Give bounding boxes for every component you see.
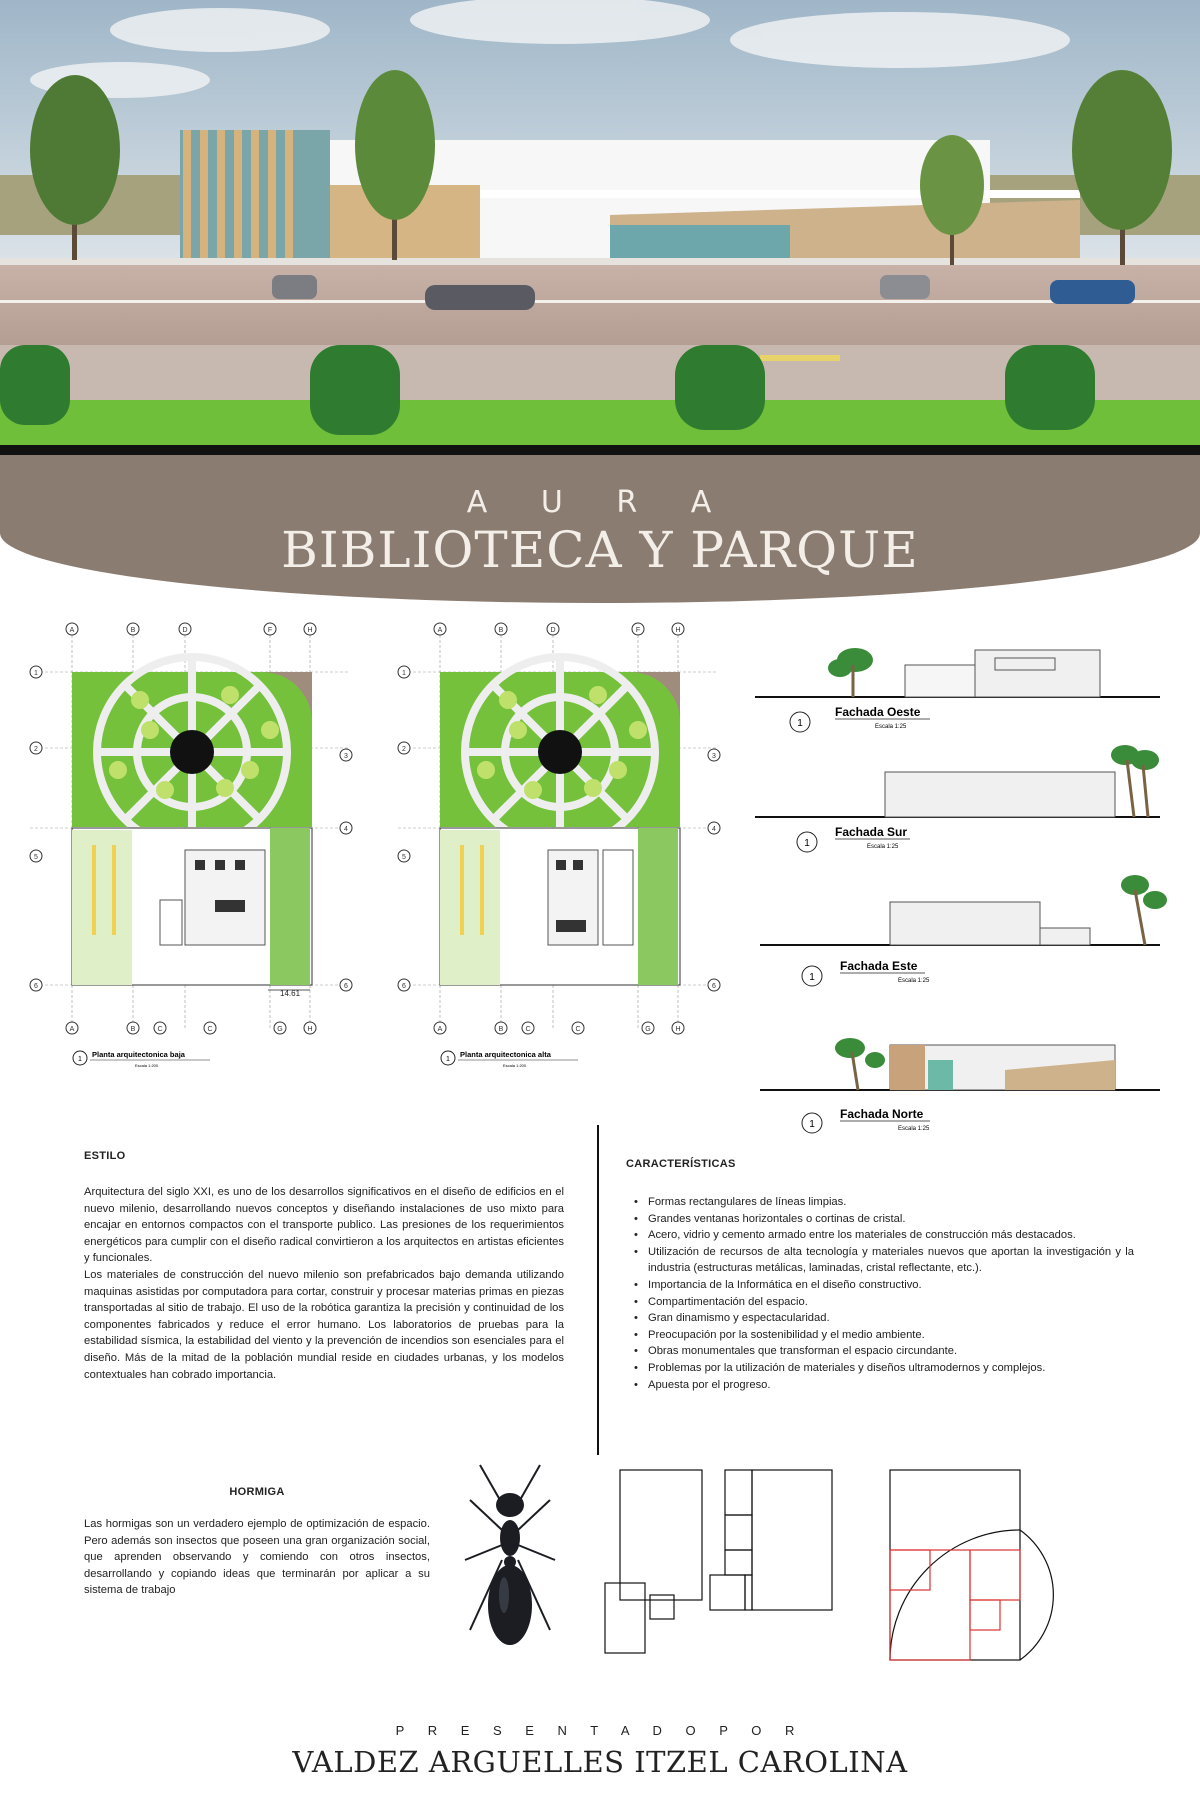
hero-rendering	[0, 0, 1200, 470]
grid-label: B	[498, 1026, 504, 1033]
floor-plan-alta	[388, 620, 738, 1070]
grid-label: D	[182, 627, 188, 634]
grid-label: B	[498, 627, 504, 634]
elevation-label: Fachada Este	[840, 959, 918, 973]
brand-title: BIBLIOTECA Y PARQUE	[281, 521, 919, 579]
vertical-divider	[597, 1125, 599, 1455]
grid-label: C	[575, 1026, 581, 1033]
grid-label: H	[675, 627, 681, 634]
grid-label: F	[267, 627, 273, 634]
elevation-norte	[760, 1038, 1160, 1133]
list-item: • Formas rectangulares de líneas limpias.	[626, 1194, 1134, 1211]
grid-label: 2	[34, 746, 38, 753]
grid-label: 6	[344, 983, 348, 990]
grid-label: 5	[402, 854, 406, 861]
list-item: • Problemas por la utilización de materiales y diseños ultramodernos y complejos.	[626, 1360, 1134, 1377]
floor-plan-baja	[20, 620, 370, 1070]
list-item: • Gran dinamismo y espectacularidad.	[626, 1310, 1134, 1327]
grid-label: D	[550, 627, 556, 634]
title-banner	[0, 455, 1200, 603]
elevation-label: Fachada Norte	[840, 1107, 924, 1121]
estilo-paragraph: Arquitectura del siglo XXI, es uno de los desarrollos significativos en el diseño de edificios en el nuevo milenio, desarrollando nuevos conceptos y diseñando instalaciones de uso mixto para encajar en entornos compactos con el transporte publico. Las presiones de los requerimientos energéticos para cumplir con el diseño radical convirtieron a los arquitectos en artistas eficientes y funcionales.	[84, 1186, 564, 1265]
grid-label: C	[525, 1026, 531, 1033]
estilo-section	[84, 1150, 564, 1383]
estilo-heading: ESTILO	[84, 1150, 126, 1162]
caracteristicas-heading: CARACTERÍSTICAS	[626, 1158, 736, 1170]
grid-label: A	[437, 627, 443, 634]
grid-label: 5	[34, 854, 38, 861]
list-item: • Grandes ventanas horizontales o cortinas de cristal.	[626, 1211, 1134, 1228]
grid-label: 1	[402, 670, 406, 677]
grid-label: H	[675, 1026, 681, 1033]
plan-label: Planta arquitectonica baja	[92, 1050, 185, 1059]
hormiga-section	[84, 1486, 430, 1599]
elevation-label: Fachada Sur	[835, 825, 908, 839]
plan-label: Planta arquitectonica alta	[460, 1050, 551, 1059]
plan-dimension: 14.61	[280, 989, 301, 998]
grid-label: 1	[34, 670, 38, 677]
geometric-diagrams	[600, 1465, 1180, 1665]
grid-label: 2	[402, 746, 406, 753]
hormiga-paragraph: Las hormigas son un verdadero ejemplo de optimización de espacio. Pero además son insectos que poseen una gran organización social, que aprenden observando y comiendo con otros insectos, desarrollando y copiando ideas que terminarán por aplicar a su sistema de trabajo	[84, 1518, 430, 1597]
caracteristicas-section	[626, 1158, 1134, 1393]
grid-label: G	[645, 1026, 651, 1033]
footer-label: P R E S E N T A D O P O R	[395, 1723, 805, 1738]
list-item: • Obras monumentales que transforman el espacio circundante.	[626, 1343, 1134, 1360]
grid-label: 6	[712, 983, 716, 990]
grid-label: 3	[712, 753, 716, 760]
grid-label: A	[69, 627, 75, 634]
list-item: • Utilización de recursos de alta tecnología y materiales nuevos que aportan la investigación y la industria (estructuras metálicas, laminadas, cristal reflectante, etc.).	[626, 1244, 1134, 1277]
author-name: VALDEZ ARGUELLES ITZEL CAROLINA	[292, 1745, 908, 1779]
plan-scale: Escala 1:200	[135, 1063, 159, 1068]
grid-label: H	[307, 627, 313, 634]
list-item: • Apuesta por el progreso.	[626, 1377, 1134, 1394]
diagram-rect	[620, 1470, 702, 1600]
elevation-number: 1	[809, 1119, 815, 1130]
elevation-label: Fachada Oeste	[835, 705, 921, 719]
grid-label: 6	[402, 983, 406, 990]
grid-label: H	[307, 1026, 313, 1033]
grid-label: B	[130, 1026, 136, 1033]
grid-label: 3	[344, 753, 348, 760]
grid-label: C	[157, 1026, 163, 1033]
elevation-scale: Escala 1:25	[867, 844, 899, 850]
plan-scale: Escala 1:200	[503, 1063, 527, 1068]
grid-label: 4	[344, 826, 348, 833]
caracteristicas-list	[626, 1194, 1134, 1393]
grid-label: 4	[712, 826, 716, 833]
list-item: • Compartimentación del espacio.	[626, 1294, 1134, 1311]
grid-label: C	[207, 1026, 213, 1033]
grid-label: A	[69, 1026, 75, 1033]
elevation-scale: Escala 1:25	[875, 724, 907, 730]
list-item: • Acero, vidrio y cemento armado entre los materiales de construcción más destacados.	[626, 1227, 1134, 1244]
elevation-scale: Escala 1:25	[898, 978, 930, 984]
estilo-paragraph-2: Los materiales de construcción del nuevo milenio son prefabricados bajo demanda utilizando maquinas asistidas por computadora para cortar, construir y procesar materias primas en piezas transportadas al sitio de trabajo. El uso de la robótica garantiza la precisión y continuidad de los componentes fabricados y reduce el error humano. Los laboratorios de pruebas para la estabilidad sísmica, la estabilidad del viento y la prevención de incendios son esenciales para el diseño. Más de la mitad de la población mundial reside en ciudades urbanas, y los modelos contextuales han cobrado importancia.	[84, 1268, 564, 1381]
plan-number: 1	[78, 1056, 82, 1063]
grid-label: 6	[34, 983, 38, 990]
elevation-sur	[755, 745, 1160, 852]
list-item: • Preocupación por la sostenibilidad y el medio ambiente.	[626, 1327, 1134, 1344]
hormiga-heading: HORMIGA	[229, 1486, 285, 1498]
grid-label: A	[437, 1026, 443, 1033]
grid-label: F	[635, 627, 641, 634]
elevation-number: 1	[804, 838, 810, 849]
list-item: • Importancia de la Informática en el diseño constructivo.	[626, 1277, 1134, 1294]
elevations	[750, 620, 1170, 1140]
elevation-number: 1	[797, 718, 803, 729]
grid-label: G	[277, 1026, 283, 1033]
brand-name: A U R A	[466, 485, 734, 520]
elevation-number: 1	[809, 972, 815, 983]
plan-number: 1	[446, 1056, 450, 1063]
grid-label: B	[130, 627, 136, 634]
elevation-scale: Escala 1:25	[898, 1126, 930, 1132]
elevation-este	[760, 875, 1167, 986]
ant-image	[440, 1460, 580, 1660]
elevation-oeste	[755, 648, 1160, 732]
